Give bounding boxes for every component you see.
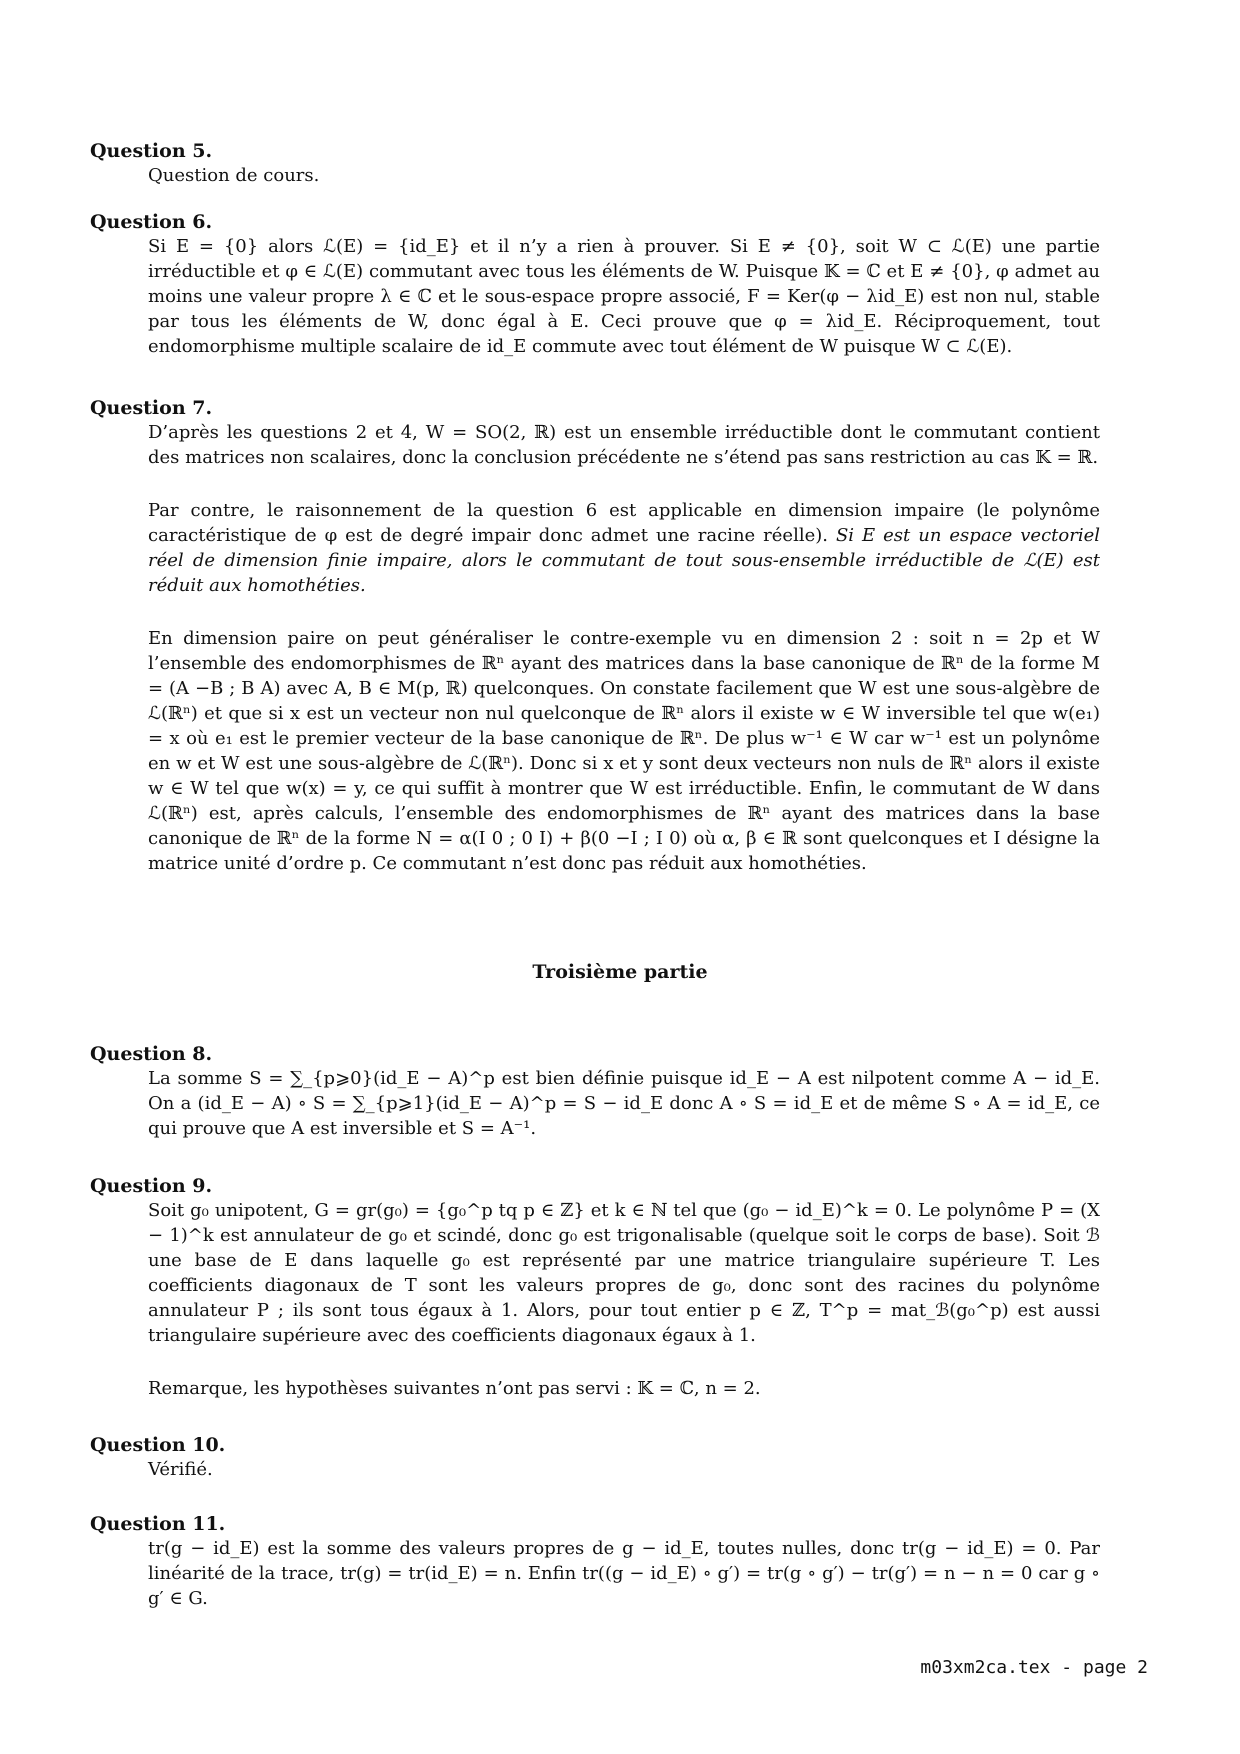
question-6-title: Question 6. — [90, 211, 213, 233]
question-11-title: Question 11. — [90, 1513, 226, 1535]
question-7-paragraph-3: En dimension paire on peut généraliser le contre-exemple vu en dimension 2 : soit n = 2p et W l’ensemble des endomorphismes de ℝⁿ ayant des matrices dans la base canonique de ℝⁿ de la forme M = (A −B ; B A) avec A, B ∈ M(p, ℝ) quelconques. On constate facilement que W est une sous-algèbre de ℒ(ℝⁿ) et que si x est un vecteur non nul quelconque de ℝⁿ alors il existe w ∈ W inversible tel que w(e₁) = x où e₁ est le premier vecteur de la base canonique de ℝⁿ. De plus w⁻¹ ∈ W car w⁻¹ est un polynôme en w et W est une sous-algèbre de ℒ(ℝⁿ). Donc si x et y sont deux vecteurs non nuls de ℝⁿ alors il existe w ∈ W tel que w(x) = y, ce qui suffit à montrer que W est irréductible. Enfin, le commutant de W dans ℒ(ℝⁿ) est, après calculs, l’ensemble des endomorphismes de ℝⁿ ayant des matrices dans la base canonique de ℝⁿ de la forme N = α(I 0 ; 0 I) + β(0 −I ; I 0) où α, β ∈ ℝ sont quelconques et I désigne la matrice unité d’ordre p. Ce commutant n’est donc pas réduit aux homothéties. — [148, 628, 1100, 874]
question-11-text: tr(g − id_E) est la somme des valeurs propres de g − id_E, toutes nulles, donc tr(g − id_E) = 0. Par linéarité de la trace, tr(g) = tr(id_E) = n. Enfin tr((g − id_E) ∘ g′) = tr(g ∘ g′) − tr(g′) = n − n = 0 car g ∘ g′ ∈ G. — [148, 1538, 1100, 1609]
question-6 — [90, 210, 1100, 359]
question-9-paragraph-1: Soit g₀ unipotent, G = gr(g₀) = {g₀^p tq p ∈ ℤ} et k ∈ ℕ tel que (g₀ − id_E)^k = 0. Le polynôme P = (X − 1)^k est annulateur de g₀ et scindé, donc g₀ est trigonalisable (quelque soit le corps de base). Soit ℬ une base de E dans laquelle g₀ est représenté par une matrice triangulaire supérieure T. Les coefficients diagonaux de T sont les valeurs propres de g₀, donc sont des racines du polynôme annulateur P ; ils sont tous égaux à 1. Alors, pour tout entier p ∈ ℤ, T^p = mat_ℬ(g₀^p) est aussi triangulaire supérieure avec des coefficients diagonaux égaux à 1. — [148, 1200, 1100, 1346]
question-7 — [90, 396, 1100, 876]
question-6-text: Si E = {0} alors ℒ(E) = {id_E} et il n’y a rien à prouver. Si E ≠ {0}, soit W ⊂ ℒ(E) une partie irréductible et φ ∈ ℒ(E) commutant avec tous les éléments de W. Puisque 𝕂 = ℂ et E ≠ {0}, φ admet au moins une valeur propre λ ∈ ℂ et le sous-espace propre associé, F = Ker(φ − λid_E) est non nul, stable par tous les éléments de W, donc égal à E. Ceci prouve que φ = λid_E. Réciproquement, tout endomorphisme multiple scalaire de id_E commute avec tout élément de W puisque W ⊂ ℒ(E). — [148, 236, 1100, 357]
question-9-title: Question 9. — [90, 1175, 213, 1197]
question-9-remark: Remarque, les hypothèses suivantes n’ont pas servi : 𝕂 = ℂ, n = 2. — [148, 1378, 761, 1399]
question-10-text: Vérifié. — [148, 1459, 213, 1480]
question-7-theorem: Si E est un espace vectoriel réel de dimension finie impaire, alors le commutant de tout sous-ensemble irréductible de ℒ(E) est réduit aux homothéties. — [148, 525, 1100, 596]
question-5-text: Question de cours. — [148, 165, 320, 186]
part-title: Troisième partie — [532, 961, 708, 983]
page-footer: m03xm2ca.tex - page 2 — [920, 1657, 1148, 1678]
question-10 — [90, 1433, 1100, 1482]
question-7-paragraph-1: D’après les questions 2 et 4, W = SO(2, ℝ) est un ensemble irréductible dont le commutant contient des matrices non scalaires, donc la conclusion précédente ne s’étend pas sans restriction au cas 𝕂 = ℝ. — [148, 422, 1100, 468]
question-9 — [90, 1174, 1100, 1401]
question-8-text: La somme S = ∑_{p⩾0}(id_E − A)^p est bien définie puisque id_E − A est nilpotent comme A − id_E. On a (id_E − A) ∘ S = ∑_{p⩾1}(id_E − A)^p = S − id_E donc A ∘ S = id_E et de même S ∘ A = id_E, ce qui prouve que A est inversible et S = A⁻¹. — [148, 1068, 1100, 1139]
question-10-title: Question 10. — [90, 1434, 226, 1456]
question-7-title: Question 7. — [90, 397, 213, 419]
question-11 — [90, 1512, 1100, 1611]
question-7-paragraph-2 — [148, 498, 1100, 598]
question-5 — [90, 139, 1100, 188]
question-8 — [90, 1042, 1100, 1141]
question-5-title: Question 5. — [90, 140, 213, 162]
question-7-paragraph-2-text: Par contre, le raisonnement de la question 6 est applicable en dimension impaire (le polynôme caractéristique de φ est de degré impair donc admet une racine réelle). — [148, 500, 1100, 546]
question-8-title: Question 8. — [90, 1043, 213, 1065]
